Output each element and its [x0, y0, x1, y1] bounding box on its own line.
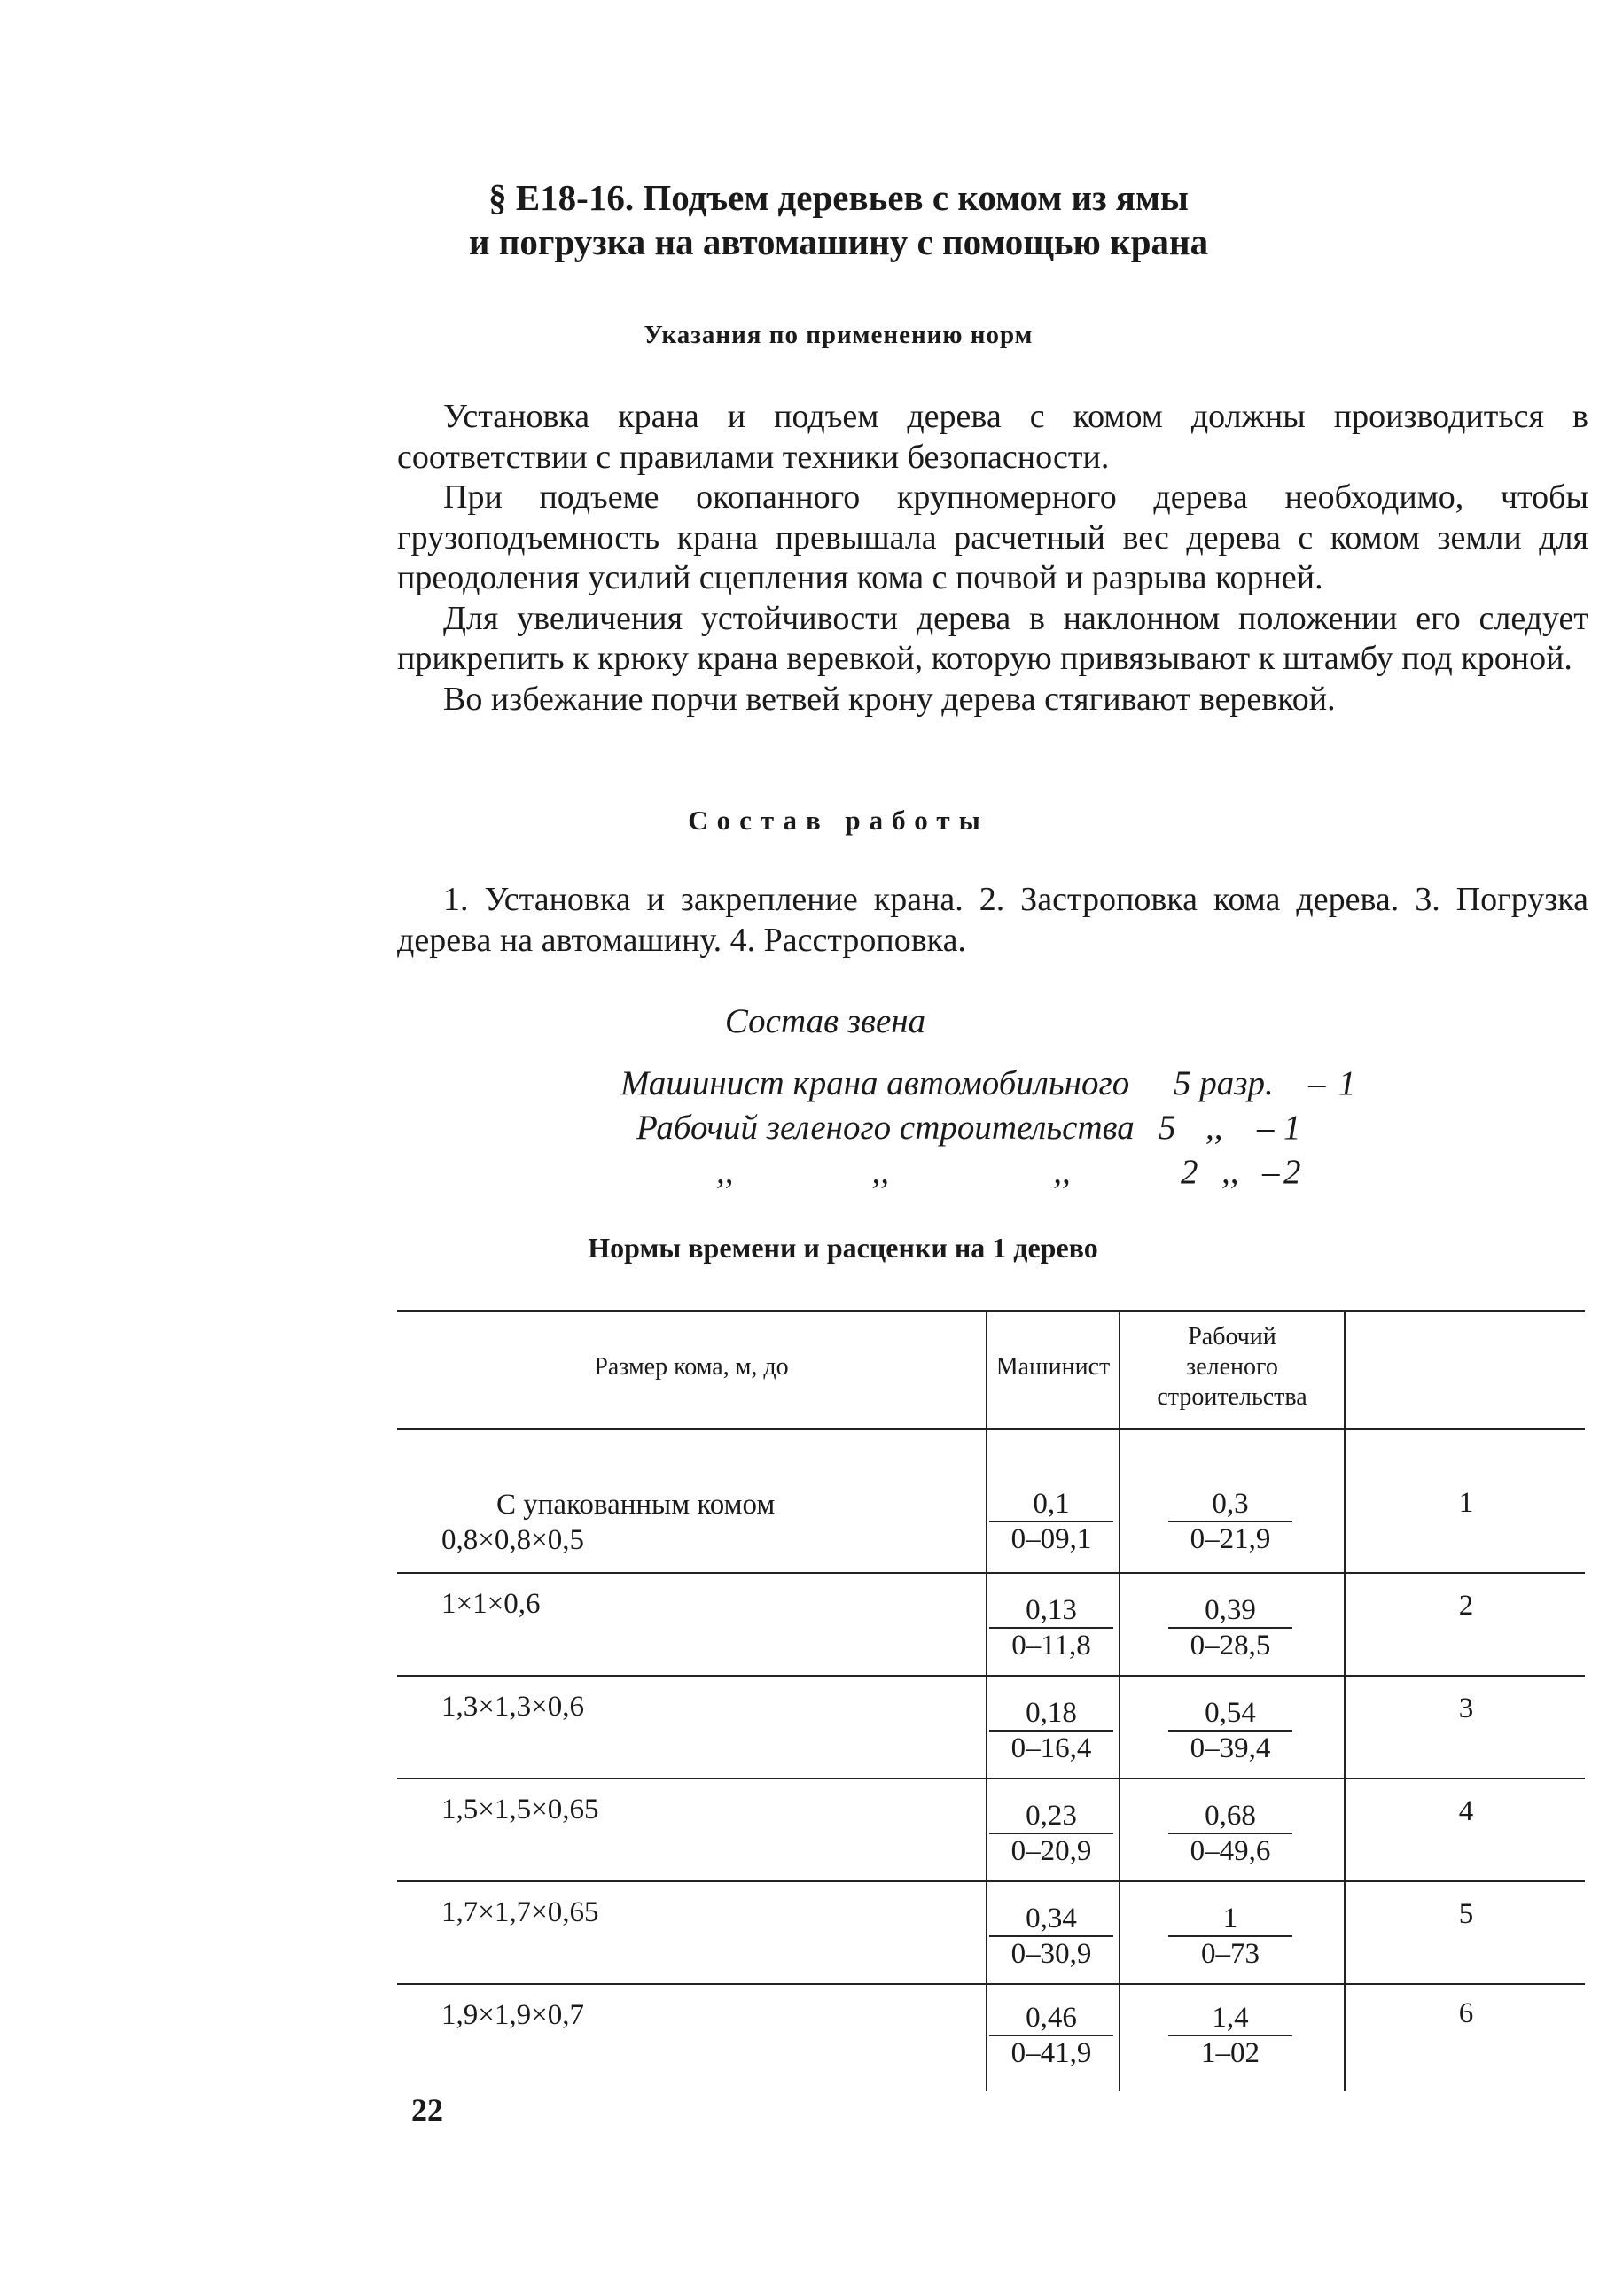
- guidance-heading: Указания по применению норм: [644, 321, 1034, 349]
- price: 0–21,9: [1168, 1521, 1292, 1556]
- time-norm: 0,54: [1205, 1697, 1256, 1729]
- machinist-rate: [989, 1902, 1113, 1971]
- norms-table: [397, 1310, 1585, 2107]
- price: 0–16,4: [989, 1730, 1113, 1765]
- crew-dash: –: [1262, 1153, 1280, 1191]
- row-number: 4: [1458, 1795, 1474, 1827]
- crew-name: Машинист крана автомобильного: [620, 1064, 1130, 1102]
- guidance-paragraph: Для увеличения устойчивости дерева в наклонном положении его следует прикрепить к крюку крана веревкой, которую привязывают к штамбу под кроной.: [397, 599, 1588, 677]
- size-line: С упакованным комом: [496, 1489, 776, 1521]
- crew-count: 2: [1283, 1153, 1301, 1191]
- machinist-rate: [989, 1799, 1113, 1868]
- time-norm: 0,39: [1205, 1594, 1256, 1626]
- crew-heading: Состав звена: [724, 1002, 926, 1040]
- section-title: [0, 175, 1615, 264]
- time-norm: 0,13: [1026, 1594, 1077, 1626]
- price: 0–20,9: [989, 1833, 1113, 1868]
- table-caption: Нормы времени и расценки на 1 дерево: [588, 1232, 1098, 1264]
- worker-rate: [1168, 2001, 1292, 2070]
- col-rule: [1344, 1310, 1346, 2091]
- price: 0–30,9: [989, 1935, 1113, 1971]
- crew-dash: –: [1257, 1109, 1275, 1147]
- header-bottom-rule: [397, 1428, 1585, 1430]
- section-title-line-2: и погрузка на автомашину с помощью крана: [468, 222, 1209, 262]
- size-line: 0,8×0,8×0,5: [441, 1524, 584, 1556]
- machinist-rate: [989, 1487, 1113, 1556]
- crew-row: [620, 1062, 1356, 1106]
- time-norm: 1,4: [1212, 2002, 1249, 2034]
- col-rule: [986, 1310, 987, 2091]
- size-cell: 1,5×1,5×0,65: [441, 1794, 599, 1825]
- size-cell: 1×1×0,6: [441, 1588, 541, 1620]
- work-heading: Состав работы: [688, 805, 989, 836]
- header-worker: [1120, 1322, 1344, 1413]
- price: 0–09,1: [989, 1521, 1113, 1556]
- time-norm: 0,3: [1212, 1488, 1249, 1520]
- row-number: 2: [1458, 1590, 1474, 1622]
- row-rule: [397, 1983, 1585, 1985]
- table-top-rule: [397, 1310, 1585, 1312]
- page-number: 22: [411, 2092, 443, 2128]
- row-number: 3: [1458, 1693, 1474, 1724]
- crew-count: 1: [1283, 1109, 1301, 1147]
- guidance-paragraph: При подъеме окопанного крупномерного дерева необходимо, чтобы грузоподъемность крана превышала расчетный вес дерева с комом земли для преодоления усилий сцепления кома с почвой и разрыва корней.: [397, 479, 1588, 596]
- price: 0–39,4: [1168, 1730, 1292, 1765]
- header-worker-line: Рабочий: [1188, 1323, 1276, 1350]
- header-worker-line: зеленого: [1186, 1353, 1278, 1381]
- row-rule: [397, 1778, 1585, 1779]
- machinist-rate: [989, 2001, 1113, 2070]
- guidance-paragraph: Установка крана и подъем дерева с комом должны производиться в соответствии с правилами техники безопасности.: [397, 398, 1588, 476]
- size-cell: [441, 1487, 973, 1558]
- crew-rank: 5 разр.: [1174, 1064, 1274, 1102]
- price: 1–02: [1168, 2035, 1292, 2070]
- size-cell: 1,7×1,7×0,65: [441, 1896, 599, 1928]
- crew-row: [620, 1106, 1347, 1150]
- crew-rank: 2: [1181, 1153, 1198, 1191]
- crew-ditto: ,,: [1205, 1109, 1223, 1147]
- col-rule: [1119, 1310, 1120, 2091]
- time-norm: 0,18: [1026, 1697, 1077, 1729]
- section-title-line-1: § E18-16. Подъем деревьев с комом из ямы: [488, 177, 1189, 218]
- work-text: 1. Установка и закрепление крана. 2. Застроповка кома дерева. 3. Погрузка дерева на автомашину. 4. Расстроповка.: [397, 881, 1588, 959]
- price: 0–49,6: [1168, 1833, 1292, 1868]
- time-norm: 0,46: [1026, 2002, 1077, 2034]
- price: 0–28,5: [1168, 1627, 1292, 1662]
- time-norm: 0,1: [1033, 1488, 1070, 1520]
- row-rule: [397, 1880, 1585, 1882]
- worker-rate: [1168, 1487, 1292, 1556]
- crew-rank: 5: [1159, 1109, 1176, 1147]
- row-number: 6: [1458, 1997, 1474, 2029]
- time-norm: 0,34: [1026, 1903, 1077, 1934]
- crew-ditto-marks: ,, ,, ,,: [716, 1153, 1071, 1191]
- row-number: 5: [1458, 1898, 1474, 1930]
- crew-dash: –: [1308, 1064, 1326, 1102]
- header-size: Размер кома, м, до: [594, 1353, 789, 1381]
- worker-rate: [1168, 1799, 1292, 1868]
- price: 0–11,8: [989, 1627, 1113, 1662]
- crew-count: 1: [1338, 1064, 1356, 1102]
- price: 0–41,9: [989, 2035, 1113, 2070]
- price: 0–73: [1168, 1935, 1292, 1971]
- guidance-text: [397, 397, 1588, 720]
- crew-name: Рабочий зеленого строительства: [636, 1109, 1135, 1147]
- size-cell: 1,9×1,9×0,7: [441, 1999, 584, 2031]
- crew-row: [620, 1150, 1347, 1195]
- crew-list: [620, 1062, 1356, 1195]
- worker-rate: [1168, 1902, 1292, 1971]
- row-number: 1: [1458, 1487, 1474, 1519]
- crew-ditto: ,,: [1221, 1153, 1239, 1191]
- worker-rate: [1168, 1593, 1292, 1662]
- header-worker-line: строительства: [1157, 1383, 1307, 1411]
- size-cell: 1,3×1,3×0,6: [441, 1691, 584, 1723]
- header-machinist: Машинист: [995, 1353, 1111, 1381]
- guidance-paragraph: Во избежание порчи ветвей крону дерева стягивают веревкой.: [443, 680, 1336, 718]
- row-rule: [397, 1675, 1585, 1677]
- time-norm: 1: [1222, 1903, 1238, 1934]
- time-norm: 0,68: [1205, 1800, 1256, 1832]
- time-norm: 0,23: [1026, 1800, 1077, 1832]
- row-rule: [397, 1572, 1585, 1574]
- worker-rate: [1168, 1696, 1292, 1765]
- machinist-rate: [989, 1696, 1113, 1765]
- machinist-rate: [989, 1593, 1113, 1662]
